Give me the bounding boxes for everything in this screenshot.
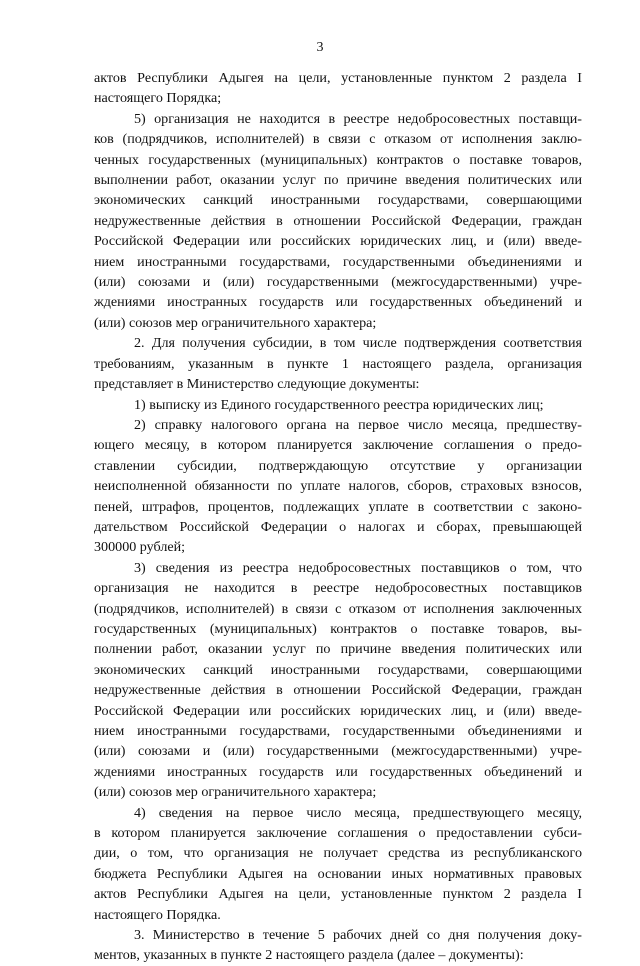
text-line: государственных (муниципальных) контрактов о поставке товаров, вы- xyxy=(94,620,582,637)
page-number: 3 xyxy=(316,40,324,55)
text-line: пеней, штрафов, процентов, подлежащих уплате в соответствии с законо- xyxy=(94,498,582,515)
text-line: представляет в Министерство следующие документы: xyxy=(94,376,420,393)
document-body xyxy=(94,68,582,966)
text-line: нием иностранными государствами, государственными объединениями и xyxy=(94,723,582,739)
text-line: экономических санкций иностранными государствами, совершающими xyxy=(94,192,582,209)
text-line: дии, о том, что организация не получает средства из республиканского xyxy=(94,845,582,862)
text-line: ставлении субсидии, подтверждающую отсутствие у организации xyxy=(94,457,582,474)
text-line: Российской Федерации или российских юридических лиц, и (или) введе- xyxy=(94,233,582,250)
text-line: полнении работ, оказании услуг по причине введения политических или xyxy=(94,641,582,658)
text-line: (или) союзов мер ограничительного характера; xyxy=(94,314,377,331)
text-line: экономических санкций иностранными государствами, совершающими xyxy=(94,661,582,678)
text-line: в котором планируется заключение соглашения о предоставлении субси- xyxy=(94,825,582,842)
text-line: ментов, указанных в пункте 2 настоящего раздела (далее – документы): xyxy=(94,947,524,964)
text-line: недружественные действия в отношении Российской Федерации, граждан xyxy=(94,212,582,229)
text-line: (или) союзов мер ограничительного характера; xyxy=(94,784,377,801)
text-line: 3. Министерство в течение 5 рабочих дней со дня получения доку- xyxy=(134,927,582,944)
text-line: ченных государственных (муниципальных) контрактов о поставке товаров, xyxy=(94,151,582,168)
text-line: организация не находится в реестре недобросовестных поставщиков xyxy=(94,580,582,597)
text-line: настоящего Порядка; xyxy=(94,90,222,107)
text-line: ждениями иностранных государств или государственных объединений и xyxy=(94,763,582,780)
text-line: нием иностранными государствами, государственными объединениями и xyxy=(94,253,582,270)
text-line: 300000 рублей; xyxy=(94,539,186,556)
text-line: (или) союзами и (или) государственными (межгосударственными) учре- xyxy=(94,274,582,291)
text-line: ющего месяцу, в котором планируется заключение соглашения о предо- xyxy=(94,437,582,454)
text-line: дательством Российской Федерации о налогах и сборах, превышающей xyxy=(94,518,582,535)
text-line: 4) сведения на первое число месяца, предшествующего месяцу, xyxy=(134,804,582,821)
text-line: бюджета Республики Адыгея на основании иных нормативных правовых xyxy=(94,865,582,882)
text-line: неисполненной обязанности по уплате налогов, сборов, страховых взносов, xyxy=(94,478,582,495)
text-line: 1) выписку из Единого государственного реестра юридических лиц; xyxy=(134,396,544,413)
text-line: 3) сведения из реестра недобросовестных поставщиков о том, что xyxy=(134,559,582,576)
text-line: недружественные действия в отношении Российской Федерации, граждан xyxy=(94,682,582,699)
text-line: ков (подрядчиков, исполнителей) в связи с отказом от исполнения заклю- xyxy=(94,131,582,148)
text-line: актов Республики Адыгея на цели, установленные пунктом 2 раздела I xyxy=(94,886,582,903)
text-line: (или) союзами и (или) государственными (межгосударственными) учре- xyxy=(94,743,582,760)
text-line: настоящего Порядка. xyxy=(94,906,221,923)
text-line: выполнении работ, оказании услуг по причине введения политических или xyxy=(94,172,582,189)
text-line: 2. Для получения субсидии, в том числе подтверждения соответствия xyxy=(134,335,582,352)
text-line: актов Республики Адыгея на цели, установленные пунктом 2 раздела I xyxy=(94,70,582,86)
text-line: Российской Федерации или российских юридических лиц, и (или) введе- xyxy=(94,702,582,719)
text-line: (подрядчиков, исполнителей) в связи с отказом от исполнения заключенных xyxy=(94,600,582,617)
text-line: 2) справку налогового органа на первое число месяца, предшеству- xyxy=(134,416,582,433)
text-line: требованиям, указанным в пункте 1 настоящего раздела, организация xyxy=(94,355,582,372)
text-line: ждениями иностранных государств или государственных объединений и xyxy=(94,294,582,311)
text-line: 5) организация не находится в реестре недобросовестных поставщи- xyxy=(134,110,582,127)
